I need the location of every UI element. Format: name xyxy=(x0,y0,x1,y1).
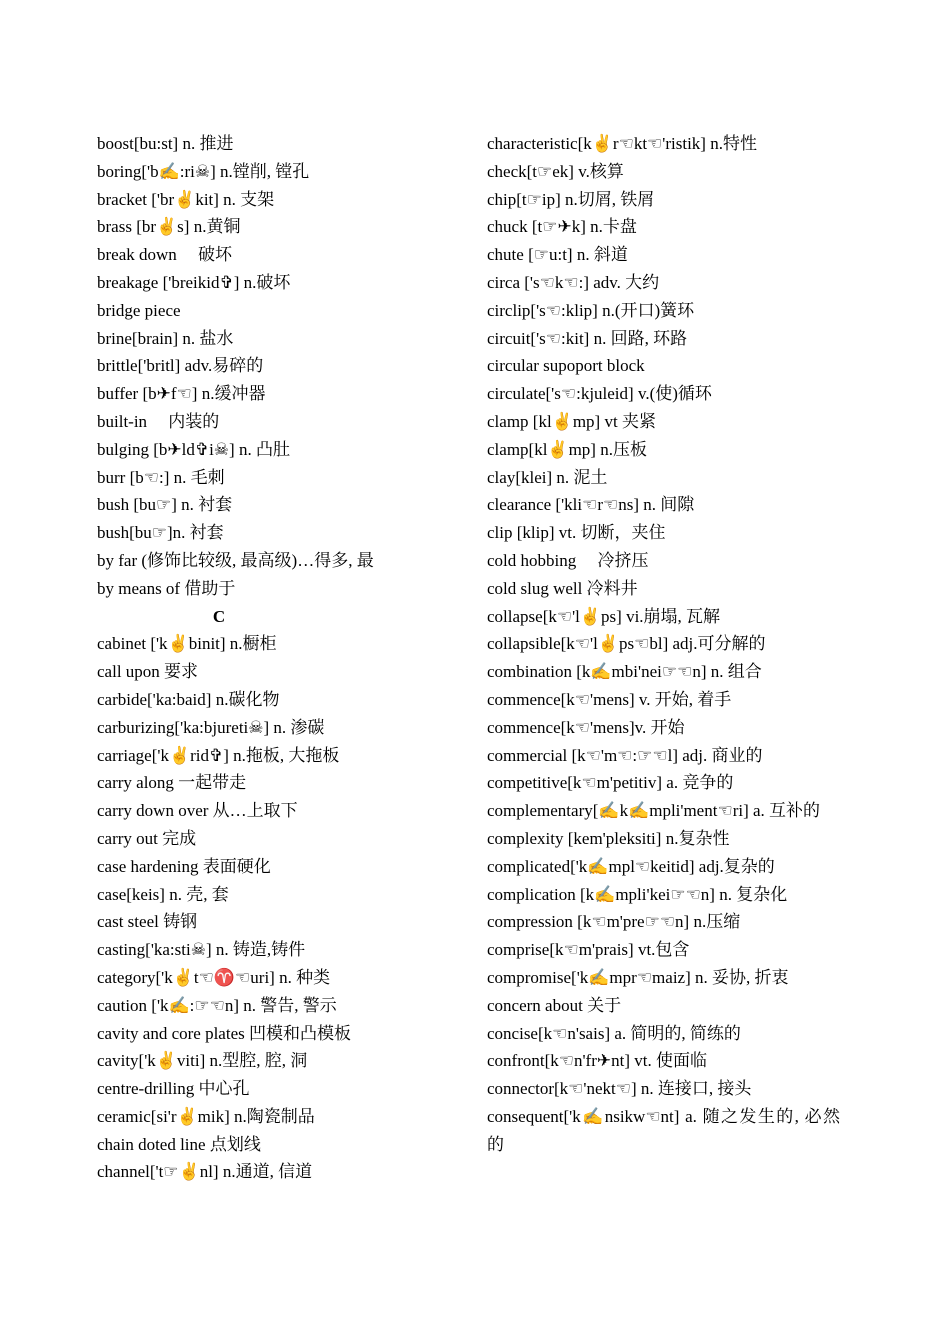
vocab-entry: cold slug well 冷料井 xyxy=(487,578,638,598)
left-column xyxy=(97,130,437,1186)
vocab-entry: competitive[k☜m'petitiv] a. 竞争的 xyxy=(487,773,734,793)
vocab-entry: centre-drilling 中心孔 xyxy=(97,1079,250,1099)
vocab-entry-wrapped: consequent['k✍nsikw☜nt] a. 随之发生的, 必然的 xyxy=(487,1106,840,1154)
vocab-entry: cabinet ['k✌binit] n.橱柜 xyxy=(97,634,277,654)
vocab-entry-wrapped: complementary[✍k✍mpli'ment☜ri] a. 互补的 xyxy=(487,801,821,821)
vocab-entry: case hardening 表面硬化 xyxy=(97,856,271,876)
vocab-entry: clearance ['kli☜r☜ns] n. 间隙 xyxy=(487,495,695,515)
vocab-entry: built-in 内装的 xyxy=(97,411,220,431)
vocab-entry: clamp[kl✌mp] n.压板 xyxy=(487,439,647,459)
vocab-entry: compromise['k✍mpr☜maiz] n. 妥协, 折衷 xyxy=(487,967,789,987)
vocab-entry: cast steel 铸钢 xyxy=(97,912,198,932)
vocab-entry: characteristic[k✌r☜kt☜'ristik] n.特性 xyxy=(487,134,757,153)
left-entries-after-heading xyxy=(97,630,437,1186)
vocab-entry: carburizing['ka:bjureti☠] n. 渗碳 xyxy=(97,717,325,737)
vocab-entry: bulging [b✈ld✞i☠] n. 凸肚 xyxy=(97,439,290,459)
vocab-entry: brine[brain] n. 盐水 xyxy=(97,328,234,348)
vocab-entry: clamp [kl✌mp] vt 夹紧 xyxy=(487,411,656,431)
vocab-entry: burr [b☜:] n. 毛刺 xyxy=(97,467,225,487)
vocab-entry: carbide['ka:baid] n.碳化物 xyxy=(97,689,280,709)
vocab-entry: cavity and core plates 凹模和凸模板 xyxy=(97,1023,351,1043)
vocab-entry: concise[k☜n'sais] a. 简明的, 简练的 xyxy=(487,1023,741,1043)
vocab-entry: channel['t☞✌nl] n.通道, 信道 xyxy=(97,1162,313,1182)
vocab-entry: circa ['s☜k☜:] adv. 大约 xyxy=(487,272,660,292)
vocab-entry: category['k✌t☜♈☜uri] n. 种类 xyxy=(97,967,331,987)
vocab-entry: circuit['s☜:kit] n. 回路, 环路 xyxy=(487,328,688,348)
vocab-entry: carry down over 从…上取下 xyxy=(97,801,298,821)
vocab-entry: circlip['s☜:klip] n.(开口)簧环 xyxy=(487,300,695,320)
vocab-entry: circular supoport block xyxy=(487,356,645,376)
vocab-entry: collapsible[k☜'l✌ps☜bl] adj.可分解的 xyxy=(487,634,766,654)
vocab-entry: commercial [k☜'m☜:☞☜l] adj. 商业的 xyxy=(487,745,763,765)
vocab-entry: compression [k☜m'pre☞☜n] n.压缩 xyxy=(487,912,741,932)
vocab-entry: chuck [t☞✈k] n.卡盘 xyxy=(487,217,637,237)
vocab-entry: casting['ka:sti☠] n. 铸造,铸件 xyxy=(97,940,306,960)
vocab-entry: boring['b✍:ri☠] n.镗削, 镗孔 xyxy=(97,161,310,181)
vocab-entry: chute [☞u:t] n. 斜道 xyxy=(487,245,628,265)
section-heading: C xyxy=(212,606,226,626)
vocab-entry: bush[bu☞]n. 衬套 xyxy=(97,523,224,543)
vocab-entry: check[t☞ek] v.核算 xyxy=(487,161,624,181)
vocab-entry: caution ['k✍:☞☜n] n. 警告, 警示 xyxy=(97,995,337,1015)
vocab-entry: carry out 完成 xyxy=(97,828,197,848)
vocab-entry: breakage ['breikid✞] n.破坏 xyxy=(97,272,291,292)
vocab-entry: carriage['k✌rid✞] n.拖板, 大拖板 xyxy=(97,745,340,765)
vocab-entry: call upon 要求 xyxy=(97,662,199,682)
vocab-entry: boost[bu:st] n. 推进 xyxy=(97,134,234,153)
vocab-entry: concern about 关于 xyxy=(487,995,622,1015)
vocab-entry: buffer [b✈f☜] n.缓冲器 xyxy=(97,384,266,404)
vocab-entry: cavity['k✌viti] n.型腔, 腔, 洞 xyxy=(97,1051,308,1071)
vocab-entry: bracket ['br✌kit] n. 支架 xyxy=(97,189,275,209)
vocab-entry: circulate['s☜:kjuleid] v.(使)循环 xyxy=(487,384,712,404)
right-entries-after-wrap xyxy=(487,825,840,1103)
vocab-entry: collapse[k☜'l✌ps] vi.崩塌, 瓦解 xyxy=(487,606,721,626)
vocab-entry: ceramic[si'r✌mik] n.陶瓷制品 xyxy=(97,1106,315,1126)
vocab-entry: commence[k☜'mens] v. 开始, 着手 xyxy=(487,689,732,709)
vocab-entry: complicated['k✍mpl☜keitid] adj.复杂的 xyxy=(487,856,775,876)
vocab-entry: bush [bu☞] n. 衬套 xyxy=(97,495,233,515)
vocab-entry: brass [br✌s] n.黄铜 xyxy=(97,217,241,237)
vocab-entry: brittle['britl] adv.易碎的 xyxy=(97,356,264,376)
vocab-entry: break down 破坏 xyxy=(97,245,233,265)
right-entries xyxy=(487,130,840,797)
vocab-entry: comprise[k☜m'prais] vt.包含 xyxy=(487,940,690,960)
vocab-entry: clay[klei] n. 泥土 xyxy=(487,467,608,487)
vocab-entry: commence[k☜'mens]v. 开始 xyxy=(487,717,685,737)
vocab-entry: connector[k☜'nekt☜] n. 连接口, 接头 xyxy=(487,1079,752,1099)
vocab-entry: by far (修饰比较级, 最高级)…得多, 最 xyxy=(97,550,374,570)
vocab-entry: combination [k✍mbi'nei☞☜n] n. 组合 xyxy=(487,662,762,682)
vocab-entry: carry along 一起带走 xyxy=(97,773,247,793)
vocab-entry: case[keis] n. 壳, 套 xyxy=(97,884,229,904)
vocab-entry: cold hobbing 冷挤压 xyxy=(487,550,649,570)
vocab-entry: chip[t☞ip] n.切屑, 铁屑 xyxy=(487,189,655,209)
vocab-entry: confront[k☜n'fr✈nt] vt. 使面临 xyxy=(487,1051,707,1071)
vocab-entry: complexity [kem'pleksiti] n.复杂性 xyxy=(487,828,730,848)
vocab-entry: bridge piece xyxy=(97,300,181,320)
vocab-entry: complication [k✍mpli'kei☞☜n] n. 复杂化 xyxy=(487,884,788,904)
right-column xyxy=(487,130,840,1158)
vocab-entry: by means of 借助于 xyxy=(97,578,236,598)
left-entries-before-heading xyxy=(97,130,437,603)
vocab-entry: clip [klip] vt. 切断，夹住 xyxy=(487,523,666,543)
vocab-entry: chain doted line 点划线 xyxy=(97,1134,261,1154)
